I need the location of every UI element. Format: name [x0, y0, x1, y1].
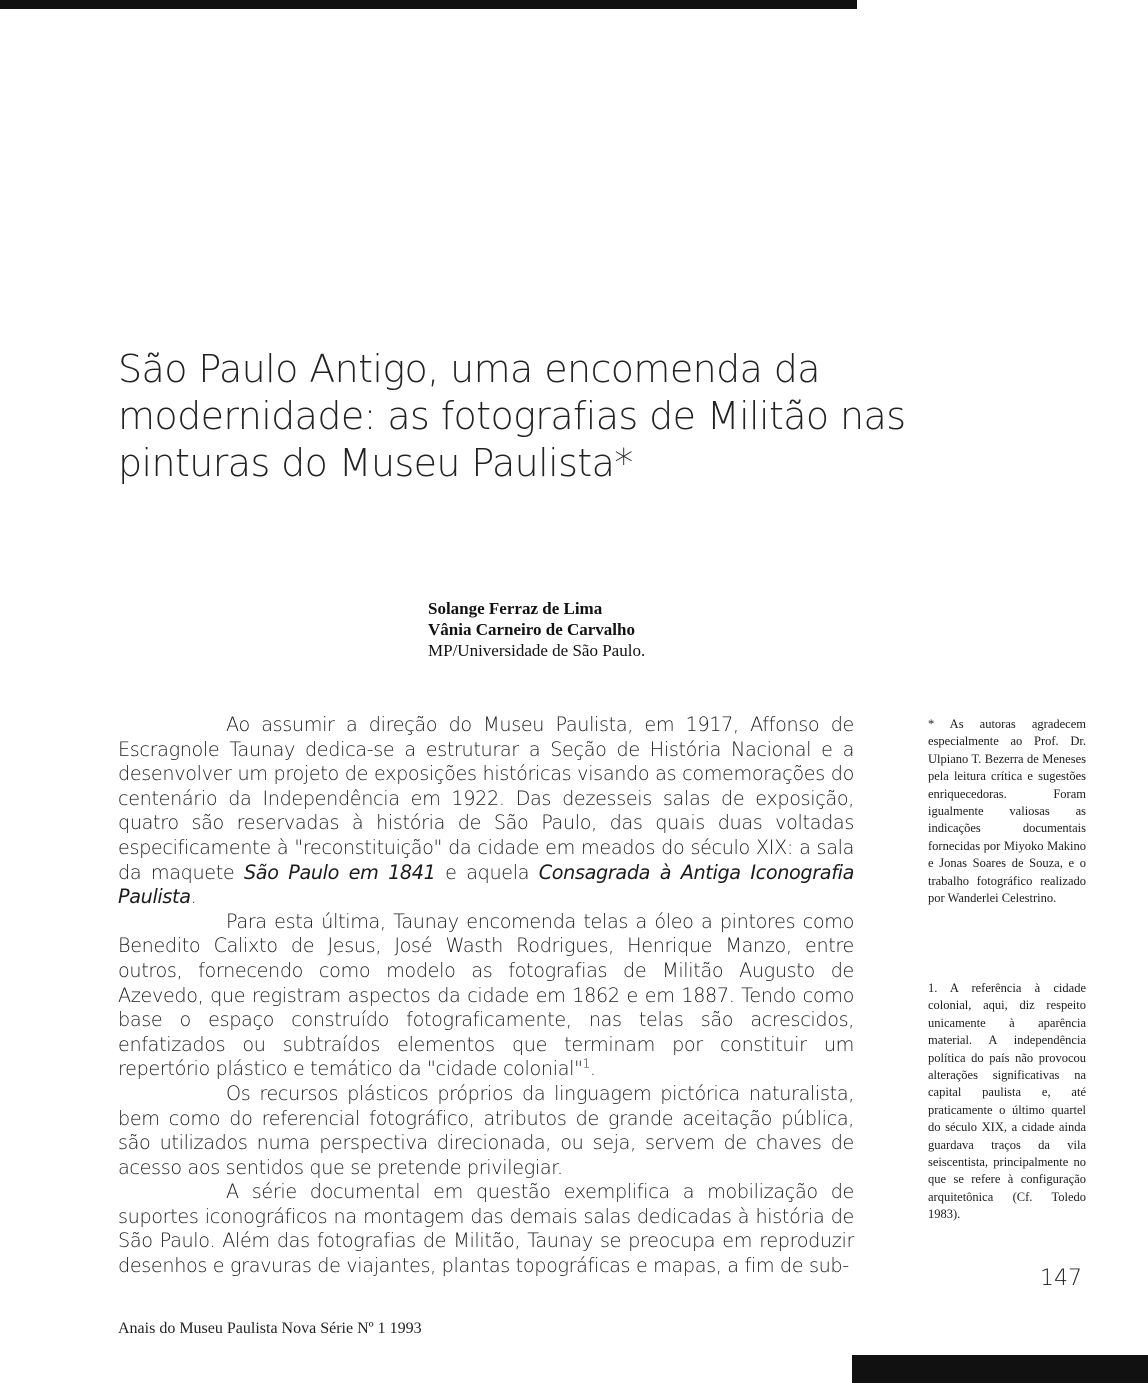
title-line-3: pinturas do Museu Paulista* — [118, 441, 633, 485]
side-note-acknowledgement: * As autoras agradecem especialmente ao Prof. Dr. Ulpiano T. Bezerra de Meneses pela leitura crítica e sugestões enriquecedoras. Foram igualmente valiosas as indicações documentais fornecidas por Miyoko Makino e Jonas Soares de Souza, e o trabalho fotográfico realizado por Wanderlei Celestrino. — [928, 717, 1086, 906]
paragraph-4: A série documental em questão exemplifica a mobilização de suportes iconográficos na montagem das demais salas dedicadas à história de São Paulo. Além das fotografias de Militão, Taunay se preocupa em reproduzir desenhos e gravuras de viajantes, plantas topográficas e mapas, a fim de sub- — [118, 1180, 854, 1278]
paragraph-2 — [118, 910, 854, 1082]
paragraph-1-end: . — [190, 885, 197, 909]
paragraph-1-start: Ao assumir a direção do Museu Paulista, em 1917, Affonso de Escragnole Taunay dedica-se a estruturar a Seção de História Nacional e a desenvolver um projeto de exposições históricas visando as comemorações do centenário da Independência em 1922. Das dezesseis salas de exposição, quatro são reservadas à história de São Paulo, das quais duas voltadas especificamente à "reconstituição" da cidade em meados do século XIX: a sala da maquete — [118, 713, 854, 884]
article-body — [118, 713, 854, 1279]
paragraph-2-text: Para esta última, Taunay encomenda telas a óleo a pintores como Benedito Calixto de Jesus, José Wasth Rodrigues, Henrique Manzo, entre outros, fornecendo como modelo as fotografias de Militão Augusto de Azevedo, que registram aspectos da cidade em 1862 e em 1887. Tendo como base o espaço construído fotograficamente, nas telas são acrescidos, enfatizados ou subtraídos elementos que terminam por constituir um repertório plástico e temático da "cidade colonial" — [118, 909, 854, 1081]
title-line-2: modernidade: as fotografias de Militão nas — [118, 394, 906, 438]
author-name-2: Vânia Carneiro de Carvalho — [428, 620, 635, 639]
journal-footer: Anais do Museu Paulista Nova Série Nº 1 1993 — [118, 1320, 422, 1337]
author-affiliation: MP/Universidade de São Paulo. — [428, 641, 646, 660]
article-title — [118, 346, 906, 487]
paragraph-1-italic-title-1: São Paulo em 1841 — [243, 860, 436, 884]
bottom-black-bar — [852, 1355, 1148, 1383]
paragraph-3: Os recursos plásticos próprios da linguagem pictórica naturalista, bem como do referencial fotográfico, atributos de grande aceitação pública, são utilizados numa perspectiva direcionada, ou seja, servem de chaves de acesso aos sentidos que se pretende privilegiar. — [118, 1081, 854, 1179]
author-block — [428, 598, 645, 661]
paragraph-1-italic-title-2: Consagrada à Antiga Iconografia Paulista — [118, 860, 854, 909]
title-line-1: São Paulo Antigo, uma encomenda da — [118, 347, 820, 391]
top-black-bar — [0, 0, 857, 9]
paragraph-1 — [118, 713, 854, 910]
author-name-1: Solange Ferraz de Lima — [428, 599, 603, 618]
paragraph-1-mid: e aquela — [445, 860, 530, 884]
page-number: 147 — [1040, 1266, 1082, 1291]
footnote-ref-1: 1 — [582, 1056, 590, 1071]
paragraph-2-end: . — [589, 1057, 596, 1081]
side-note-1: 1. A referência à cidade colonial, aqui, diz respeito unicamente à aparência material. A independência política do país não provocou alterações significativas na capital paulista e, até praticamente o último quartel do século XIX, a cidade ainda guardava traços da vila seiscentista, principalmente no que se refere à configuração arquitetônica (Cf. Toledo 1983). — [928, 981, 1086, 1222]
